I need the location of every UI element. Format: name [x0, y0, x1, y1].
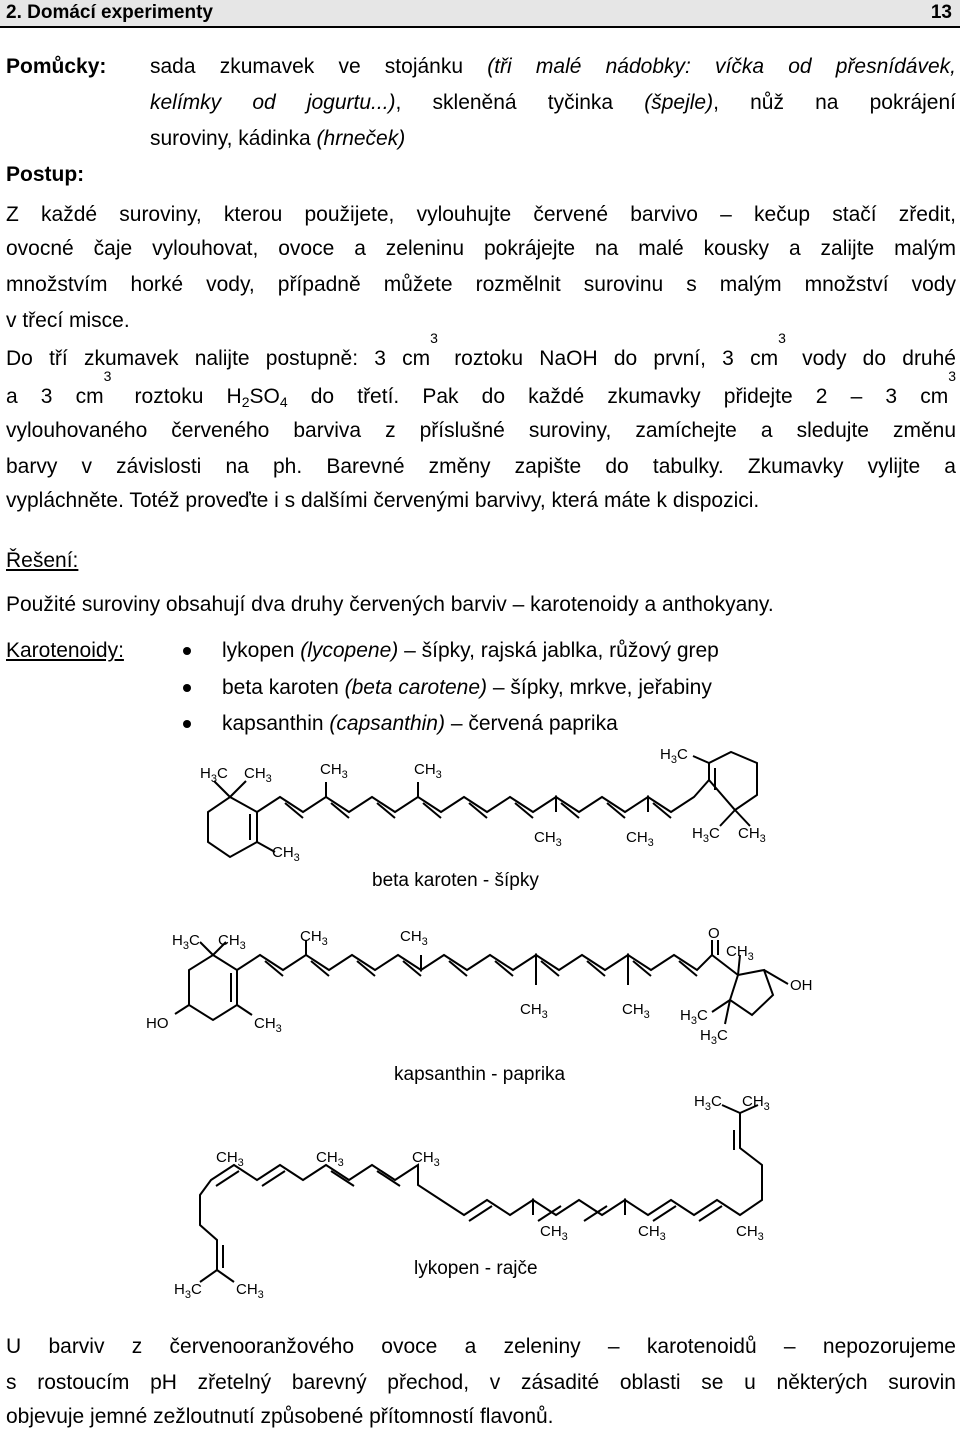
postup-p1-line-4: v třecí misce. — [6, 309, 130, 332]
methyl-bond — [237, 1005, 252, 1015]
karotenoid-item: lykopen (lycopene) – šípky, rajská jablka, růžový grep — [222, 639, 719, 662]
pomucky-line-2: kelímky od jogurtu...), skleněná tyčinka (špejle), nůž na pokrájení — [150, 91, 956, 114]
beta-carotene-structure — [208, 752, 757, 857]
atom-label: $CH_3$ — [300, 928, 328, 948]
karotenoidy-label: Karotenoidy: — [6, 639, 124, 662]
atom-label: $CH_3$ — [626, 829, 654, 849]
atom-label: $CH_3$ — [272, 844, 300, 864]
reseni-intro: Použité suroviny obsahují dva druhy červených barviv – karotenoidy a anthokyany. — [6, 593, 774, 616]
double-bond — [653, 1206, 676, 1221]
polyene-chain — [200, 1113, 762, 1270]
pomucky-line-1: sada zkumavek ve stojánku (tři malé nádobky: víčka od přesnídávek, — [150, 55, 956, 78]
atom-label: $CH_3$ — [534, 829, 562, 849]
double-bond — [262, 1171, 285, 1186]
methyl-bond — [230, 781, 246, 797]
atom-label: $CH_3$ — [520, 1001, 548, 1021]
atom-label: $CH_3$ — [218, 932, 246, 952]
postup-p1-line-1: Z každé suroviny, kterou použijete, vylouhujte červené barvivo – kečup stačí zředit, — [6, 203, 956, 226]
atom-label: $CH_3$ — [254, 1015, 282, 1035]
lycopene-caption: lykopen - rajče — [414, 1258, 538, 1279]
atom-label: $H_3C$ — [700, 1027, 728, 1047]
atom-label: O — [708, 925, 720, 942]
atom-label: HO — [146, 1015, 169, 1032]
lycopene-structure — [200, 1105, 762, 1282]
reseni-label: Řešení: — [6, 549, 79, 572]
conclusion-line-3: objevuje jemné zežloutnutí způsobené přítomností flavonů. — [6, 1405, 554, 1428]
atom-label: $CH_3$ — [412, 1149, 440, 1169]
atom-label: $H_3C$ — [200, 765, 228, 785]
atom-label: $H_3C$ — [694, 1093, 722, 1113]
atom-label: $CH_3$ — [738, 825, 766, 845]
polyene-chain — [257, 780, 709, 812]
karotenoid-item: beta karoten (beta carotene) – šípky, mrkve, jeřabiny — [222, 676, 712, 699]
methyl-bond — [722, 1105, 740, 1113]
atom-label: $CH_3$ — [316, 1149, 344, 1169]
methyl-bond — [693, 756, 709, 763]
pomucky-line-3: suroviny, kádinka (hrneček) — [150, 127, 406, 150]
postup-p1-line-2: ovocné čaje vylouhovat, ovoce a zeleninu pokrájejte na malé kousky a zalijte malým — [6, 237, 956, 260]
atom-label: $H_3C$ — [680, 1007, 708, 1027]
atom-label: OH — [790, 977, 813, 994]
atom-label: $CH_3$ — [320, 761, 348, 781]
postup-p2-line-1: Do tří zkumavek nalijte postupně: 3 $cm^3$ roztoku NaOH do první, 3 $cm^3$ vody do druhé — [6, 330, 956, 370]
postup-p2-line-2: a 3 $cm^3$ roztoku $H_2SO_4$ do třetí. Pak do každé zkumavky přidejte 2 – 3 $cm^3$ — [6, 368, 956, 410]
capsanthin-caption: kapsanthin - paprika — [394, 1064, 566, 1085]
hydroxyl-bond — [175, 1005, 189, 1014]
methyl-bond — [720, 810, 735, 826]
double-bond — [216, 1171, 239, 1186]
pomucky-label: Pomůcky: — [6, 55, 107, 78]
double-bond — [699, 1206, 722, 1221]
postup-p2-line-3: vylouhovaného červeného barviva z příslušné suroviny, zamíchejte a sledujte změnu — [6, 419, 956, 442]
atom-label: $CH_3$ — [414, 761, 442, 781]
atom-label: $CH_3$ — [244, 765, 272, 785]
atom-label: $CH_3$ — [216, 1149, 244, 1169]
atom-label: $H_3C$ — [660, 746, 688, 766]
atom-label: $H_3C$ — [692, 825, 720, 845]
atom-label: $CH_3$ — [742, 1093, 770, 1113]
double-bond — [469, 1206, 492, 1221]
methyl-bond — [200, 1270, 217, 1282]
ring-right — [709, 752, 757, 810]
atom-label: $CH_3$ — [638, 1223, 666, 1243]
postup-label: Postup: — [6, 163, 85, 186]
karotenoid-item: kapsanthin (capsanthin) – červená paprika — [222, 712, 618, 735]
ring-cyclopentane — [730, 970, 773, 1015]
conclusion-line-1: U barviv z červenooranžového ovoce a zeleniny – karotenoidů – nepozorujeme — [6, 1335, 956, 1358]
methyl-bond — [217, 1270, 234, 1282]
beta-carotene-caption: beta karoten - šípky — [372, 870, 539, 891]
conclusion-line-2: s rostoucím pH zřetelný barevný přechod, v zásadité oblasti se u některých surovin — [6, 1371, 956, 1394]
atom-label: $CH_3$ — [726, 943, 754, 963]
chapter-title: 2. Domácí experimenty — [6, 2, 213, 23]
atom-label: $H_3C$ — [172, 932, 200, 952]
atom-label: $CH_3$ — [622, 1001, 650, 1021]
atom-label: $CH_3$ — [540, 1223, 568, 1243]
atom-label: $CH_3$ — [236, 1281, 264, 1301]
methyl-bond — [200, 942, 213, 955]
atom-label: $CH_3$ — [400, 928, 428, 948]
page-number: 13 — [930, 2, 952, 23]
postup-p2-line-4: barvy v závislosti na ph. Barevné změny zapište do tabulky. Zkumavky vylijte a — [6, 455, 956, 478]
ring-left — [189, 955, 237, 1020]
postup-p1-line-3: množstvím horké vody, případně můžete rozmělnit surovinu s malým množství vody — [6, 273, 956, 296]
atom-label: $H_3C$ — [174, 1281, 202, 1301]
postup-p2-line-5: vypláchněte. Totéž proveďte i s dalšími červenými barvivy, která máte k dispozici. — [6, 489, 760, 512]
methyl-bond — [735, 810, 750, 826]
atom-label: $CH_3$ — [736, 1223, 764, 1243]
